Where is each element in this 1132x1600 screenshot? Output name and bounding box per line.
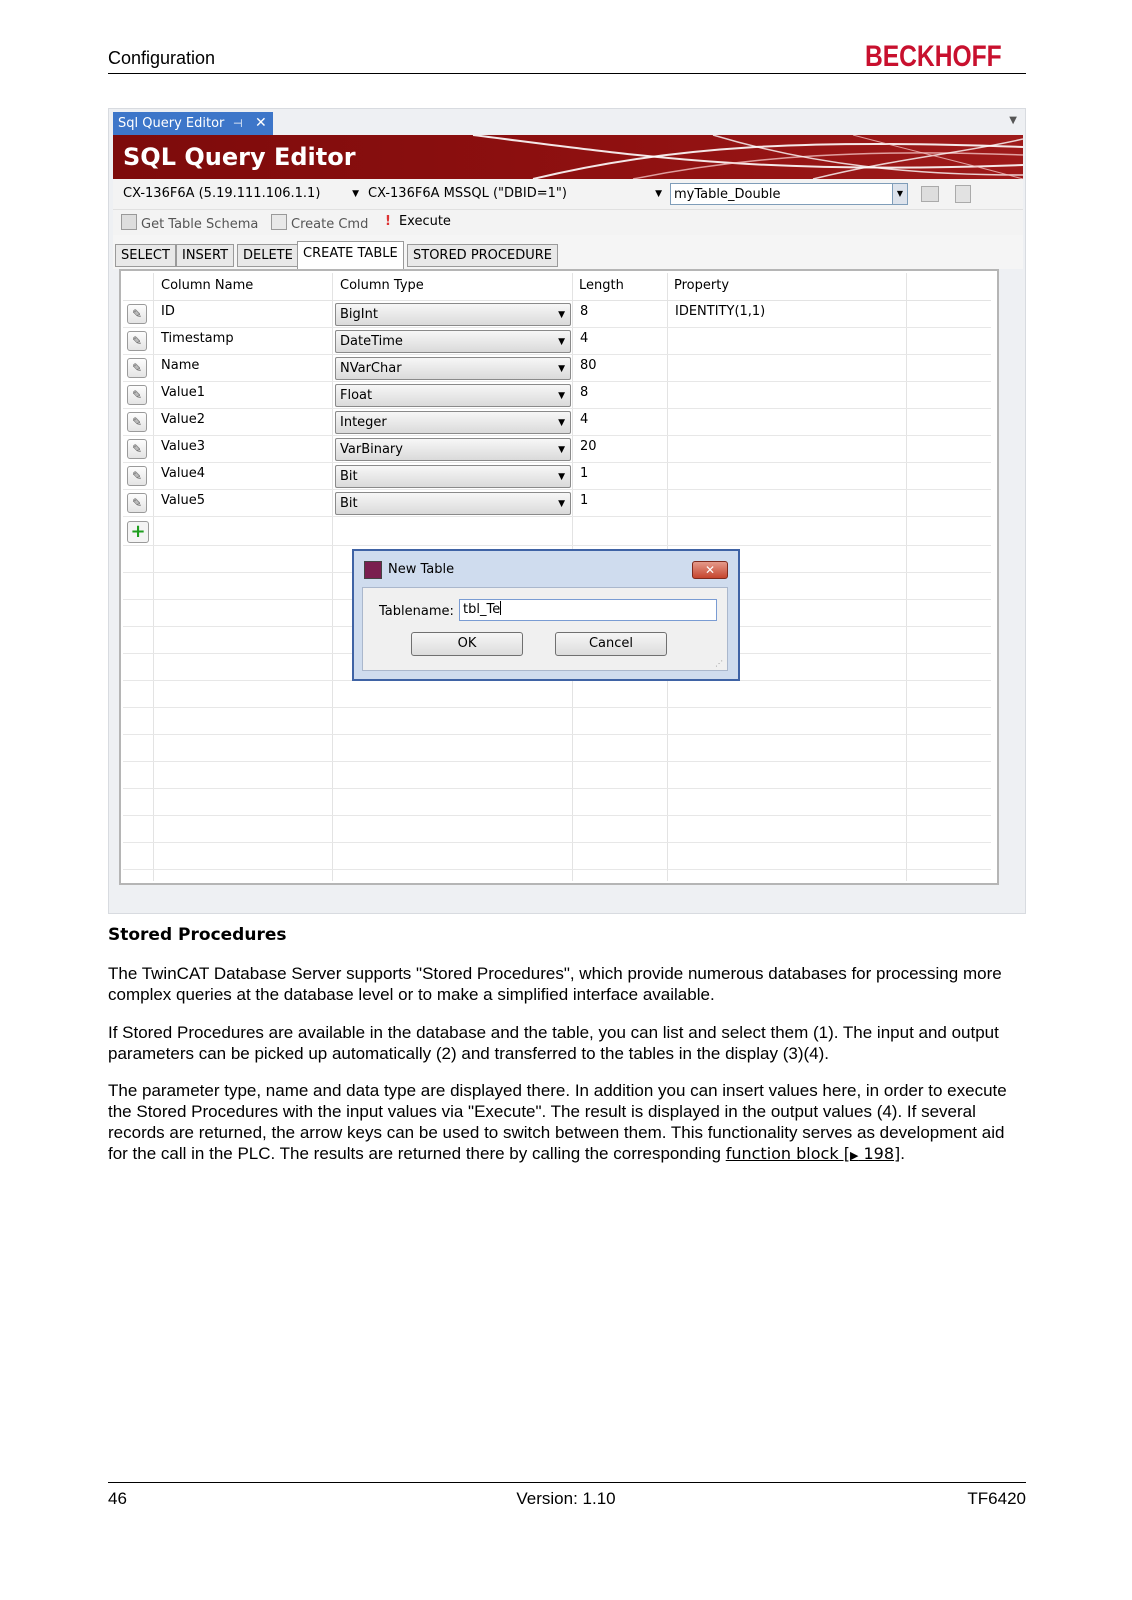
row-column-name: Value4: [161, 466, 205, 481]
database-select[interactable]: [368, 183, 666, 205]
execute-button[interactable]: [385, 214, 451, 229]
tablename-input[interactable]: [459, 599, 717, 621]
row-length: 20: [580, 439, 597, 454]
row-property: IDENTITY(1,1): [675, 304, 766, 319]
paragraph-3-end: .: [900, 1144, 906, 1163]
table-row[interactable]: [123, 381, 991, 408]
target-value: CX-136F6A (5.19.111.106.1.1): [123, 186, 321, 201]
paragraph-3: [108, 1080, 1028, 1166]
close-icon[interactable]: ✕: [255, 115, 267, 131]
chevron-down-icon: ▼: [558, 445, 565, 455]
paragraph-2: If Stored Procedures are available in the database and the table, you can list and select them (1). The input and output parameters can be picked up automatically (2) and transferred to the tables in the display (3)(4).: [108, 1023, 999, 1063]
tab-select[interactable]: SELECT: [115, 244, 176, 267]
tab-insert[interactable]: INSERT: [176, 244, 234, 267]
column-header-property: Property: [674, 278, 730, 293]
column-type-select[interactable]: [335, 330, 571, 353]
chevron-down-icon: ▼: [558, 499, 565, 509]
query-type-tabs: [113, 235, 1023, 269]
save-icon[interactable]: [955, 185, 971, 203]
pencil-icon[interactable]: ✎: [127, 331, 147, 351]
header-rule: [108, 73, 1026, 74]
section-heading: Stored Procedures: [108, 925, 287, 945]
version-label: Version: 1.10: [516, 1489, 616, 1508]
column-type-value: BigInt: [340, 307, 378, 322]
footer-rule: [108, 1482, 1026, 1483]
row-length: 4: [580, 412, 589, 427]
product-code: TF6420: [967, 1489, 1026, 1508]
column-type-value: DateTime: [340, 334, 403, 349]
row-column-name: Value1: [161, 385, 205, 400]
column-header-length: Length: [579, 278, 624, 293]
execute-label: Execute: [398, 214, 451, 229]
column-type-value: VarBinary: [340, 442, 403, 457]
pin-icon[interactable]: ⊣: [233, 117, 243, 130]
row-column-name: Value2: [161, 412, 205, 427]
chevron-down-icon: ▼: [558, 472, 565, 482]
create-cmd-label: Create Cmd: [291, 217, 369, 232]
table-row[interactable]: [123, 327, 991, 354]
row-length: 8: [580, 385, 589, 400]
row-length: 8: [580, 304, 589, 319]
dialog-body: [362, 587, 728, 671]
row-length: 1: [580, 493, 589, 508]
banner-title: SQL Query Editor: [123, 143, 356, 171]
new-table-dialog: [352, 549, 740, 681]
column-type-select[interactable]: [335, 438, 571, 461]
column-type-value: Integer: [340, 415, 387, 430]
column-type-value: Bit: [340, 496, 358, 511]
beckhoff-logo: BECKHOFF: [865, 40, 1002, 73]
table-row[interactable]: [123, 408, 991, 435]
chevron-down-icon: ▼: [558, 391, 565, 401]
chevron-down-icon: ▼: [655, 189, 662, 199]
ok-button[interactable]: OK: [411, 632, 523, 656]
column-header-name: Column Name: [161, 278, 254, 293]
column-type-select[interactable]: [335, 465, 571, 488]
chevron-down-icon: ▼: [558, 310, 565, 320]
add-row: [123, 517, 991, 544]
column-type-select[interactable]: [335, 357, 571, 380]
tablename-value: tbl_Te: [463, 602, 501, 617]
row-length: 1: [580, 466, 589, 481]
paragraph-1: The TwinCAT Database Server supports "Stored Procedures", which provide numerous databases for processing more complex queries at the database level or to make a simplified interface available.: [108, 964, 1002, 1004]
table-row[interactable]: [123, 462, 991, 489]
table-select[interactable]: [670, 183, 908, 205]
chevron-down-icon: ▼: [558, 337, 565, 347]
link-page: 198]: [858, 1144, 901, 1163]
table-row[interactable]: [123, 489, 991, 516]
add-column-plus-icon[interactable]: +: [127, 521, 149, 543]
page-arrow-icon: ▶: [849, 1149, 859, 1162]
sql-query-editor-screenshot: [108, 108, 1026, 914]
page-number: 46: [108, 1489, 127, 1508]
resize-grip-icon[interactable]: ⋰: [715, 659, 723, 668]
pencil-icon[interactable]: ✎: [127, 493, 147, 513]
exclamation-icon: !: [385, 214, 391, 229]
pencil-icon[interactable]: ✎: [127, 304, 147, 324]
schema-icon: [121, 214, 137, 230]
dialog-title-bar: [354, 551, 738, 587]
chevron-down-icon: ▼: [892, 184, 907, 204]
column-type-select[interactable]: [335, 492, 571, 515]
tab-create-table[interactable]: CREATE TABLE: [297, 241, 404, 269]
table-row[interactable]: [123, 435, 991, 462]
row-length: 80: [580, 358, 597, 373]
sql-icon: [271, 214, 287, 230]
column-type-select[interactable]: [335, 303, 571, 326]
close-icon[interactable]: ✕: [692, 561, 728, 579]
column-type-select[interactable]: [335, 411, 571, 434]
row-column-name: Timestamp: [161, 331, 234, 346]
header-section-title: Configuration: [108, 48, 216, 68]
table-value: myTable_Double: [674, 187, 781, 202]
row-column-name: Value3: [161, 439, 205, 454]
doc-tab-label: Sql Query Editor: [118, 116, 225, 131]
editor-banner: [113, 135, 1023, 179]
pencil-icon[interactable]: ✎: [127, 466, 147, 486]
pencil-icon[interactable]: ✎: [127, 358, 147, 378]
tab-stored-procedure[interactable]: STORED PROCEDURE: [407, 244, 558, 267]
database-value: CX-136F6A MSSQL ("DBID=1"): [368, 186, 567, 201]
create-cmd-button[interactable]: [271, 214, 368, 232]
tab-list-chevron-down-icon[interactable]: ▼: [1009, 115, 1017, 126]
get-table-schema-label: Get Table Schema: [141, 217, 259, 232]
column-header-type: Column Type: [340, 278, 424, 293]
editor-toolbar: [113, 209, 1023, 236]
text-cursor: [500, 601, 501, 615]
chevron-down-icon: ▼: [558, 364, 565, 374]
pencil-icon[interactable]: ✎: [127, 385, 147, 405]
column-type-value: Float: [340, 388, 373, 403]
link-text: function block [: [725, 1144, 850, 1163]
copy-icon[interactable]: [921, 186, 939, 202]
pencil-icon[interactable]: ✎: [127, 412, 147, 432]
table-row[interactable]: [123, 300, 991, 327]
pencil-icon[interactable]: ✎: [127, 439, 147, 459]
cancel-button[interactable]: Cancel: [555, 632, 667, 656]
paragraph-3-text: The parameter type, name and data type are displayed there. In addition you can insert values here, in order to execute the Stored Procedures with the input values via "Execute". The result is displayed in the output values (4). If several records are returned, the arrow keys can be used to switch between them. This functionality serves as development aid for the call in the PLC. The results are returned there by calling the corresponding: [108, 1081, 1007, 1163]
document-tab-strip: [109, 109, 1025, 135]
column-type-value: Bit: [340, 469, 358, 484]
connection-row: [113, 179, 1023, 209]
app-icon: [364, 561, 382, 579]
column-type-value: NVarChar: [340, 361, 402, 376]
chevron-down-icon: ▼: [558, 418, 565, 428]
row-column-name: ID: [161, 304, 175, 319]
tab-delete[interactable]: DELETE: [237, 244, 299, 267]
column-type-select[interactable]: [335, 384, 571, 407]
grid-header: [123, 273, 991, 301]
row-column-name: Name: [161, 358, 200, 373]
get-table-schema-button[interactable]: [121, 214, 258, 232]
tablename-label: Tablename:: [379, 604, 454, 619]
doc-tab-sql-query-editor[interactable]: [113, 112, 273, 135]
chevron-down-icon: ▼: [352, 189, 359, 199]
row-column-name: Value5: [161, 493, 205, 508]
function-block-link[interactable]: [726, 1144, 901, 1163]
table-row[interactable]: [123, 354, 991, 381]
target-select[interactable]: [123, 183, 363, 205]
dialog-title: New Table: [388, 562, 455, 577]
row-length: 4: [580, 331, 589, 346]
